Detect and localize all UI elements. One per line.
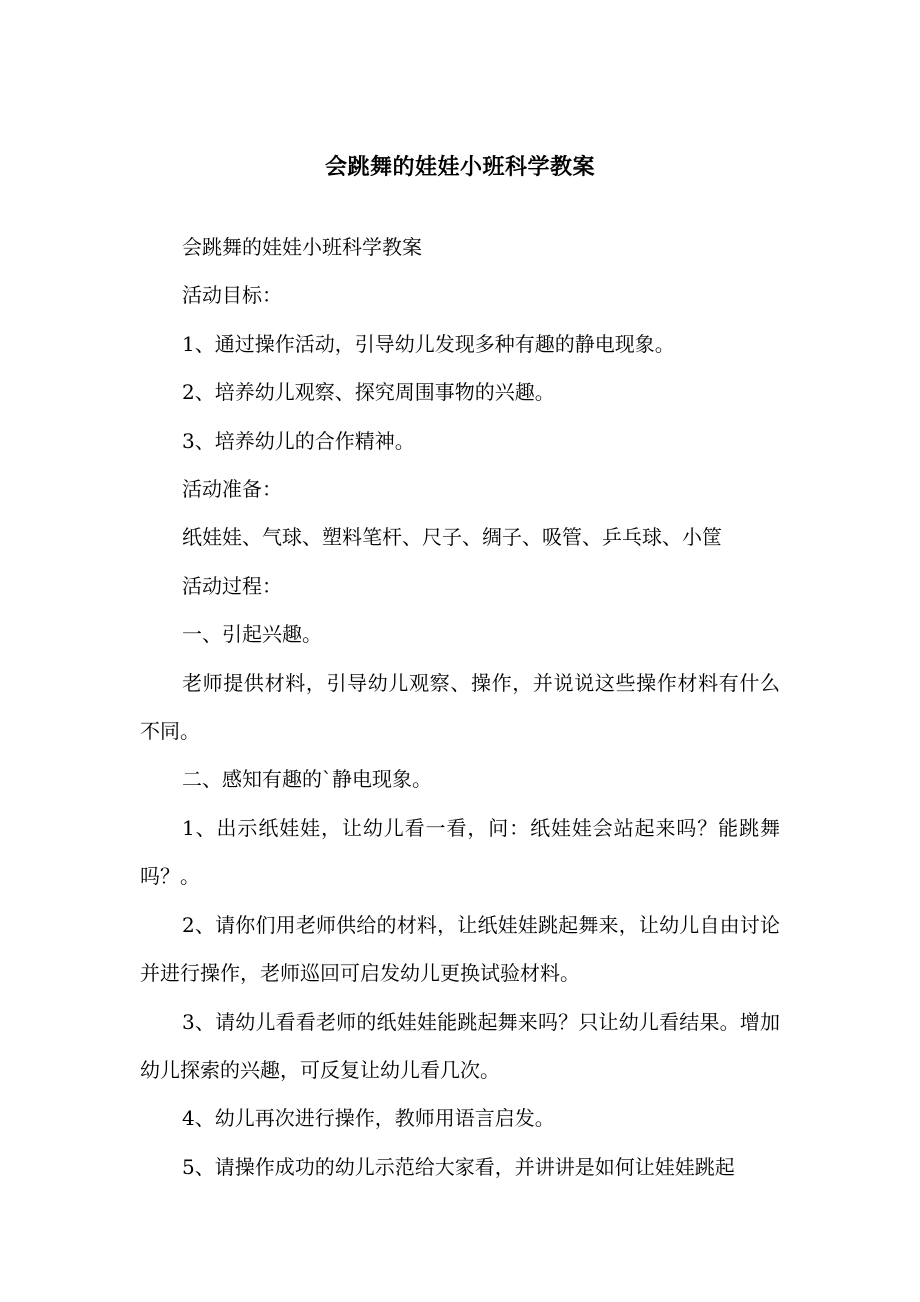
document-body bbox=[140, 223, 780, 1191]
document-title: 会跳舞的娃娃小班科学教案 bbox=[324, 155, 595, 180]
paragraph-materials-list: 纸娃娃、气球、塑料笔杆、尺子、绸子、吸管、乒乓球、小筐 bbox=[182, 525, 722, 550]
paragraph-step-3: 3、请幼儿看看老师的纸娃娃能跳起舞来吗？只让幼儿看结果。增加幼儿探索的兴趣，可反复让幼儿看几次。 bbox=[140, 1009, 780, 1082]
paragraph-step-2: 2、请你们用老师供给的材料，让纸娃娃跳起舞来，让幼儿自由讨论并进行操作，老师巡回可启发幼儿更换试验材料。 bbox=[140, 912, 780, 986]
paragraph-section-2-heading: 二、感知有趣的`静电现象。 bbox=[182, 767, 432, 792]
paragraph-goal-2: 2、培养幼儿观察、探究周围事物的兴趣。 bbox=[182, 380, 555, 405]
paragraph-goals-heading: 活动目标： bbox=[182, 283, 282, 308]
paragraph-process-heading: 活动过程： bbox=[182, 573, 282, 598]
paragraph-section-1-body: 老师提供材料，引导幼儿观察、操作，并说说这些操作材料有什么不同。 bbox=[140, 670, 780, 744]
paragraph-section-1-heading: 一、引起兴趣。 bbox=[182, 622, 322, 647]
paragraph-preparation-heading: 活动准备： bbox=[182, 477, 282, 502]
paragraph-goal-3: 3、培养幼儿的合作精神。 bbox=[182, 428, 415, 453]
paragraph-goal-1: 1、通过操作活动，引导幼儿发现多种有趣的静电现象。 bbox=[182, 331, 675, 356]
paragraph-subtitle: 会跳舞的娃娃小班科学教案 bbox=[182, 235, 422, 259]
paragraph-step-1: 1、出示纸娃娃，让幼儿看一看，问：纸娃娃会站起来吗？能跳舞吗？。 bbox=[140, 815, 780, 889]
paragraph-step-4: 4、幼儿再次进行操作，教师用语言启发。 bbox=[182, 1106, 555, 1131]
paragraph-step-5: 5、请操作成功的幼儿示范给大家看，并讲讲是如何让娃娃跳起 bbox=[182, 1154, 735, 1179]
